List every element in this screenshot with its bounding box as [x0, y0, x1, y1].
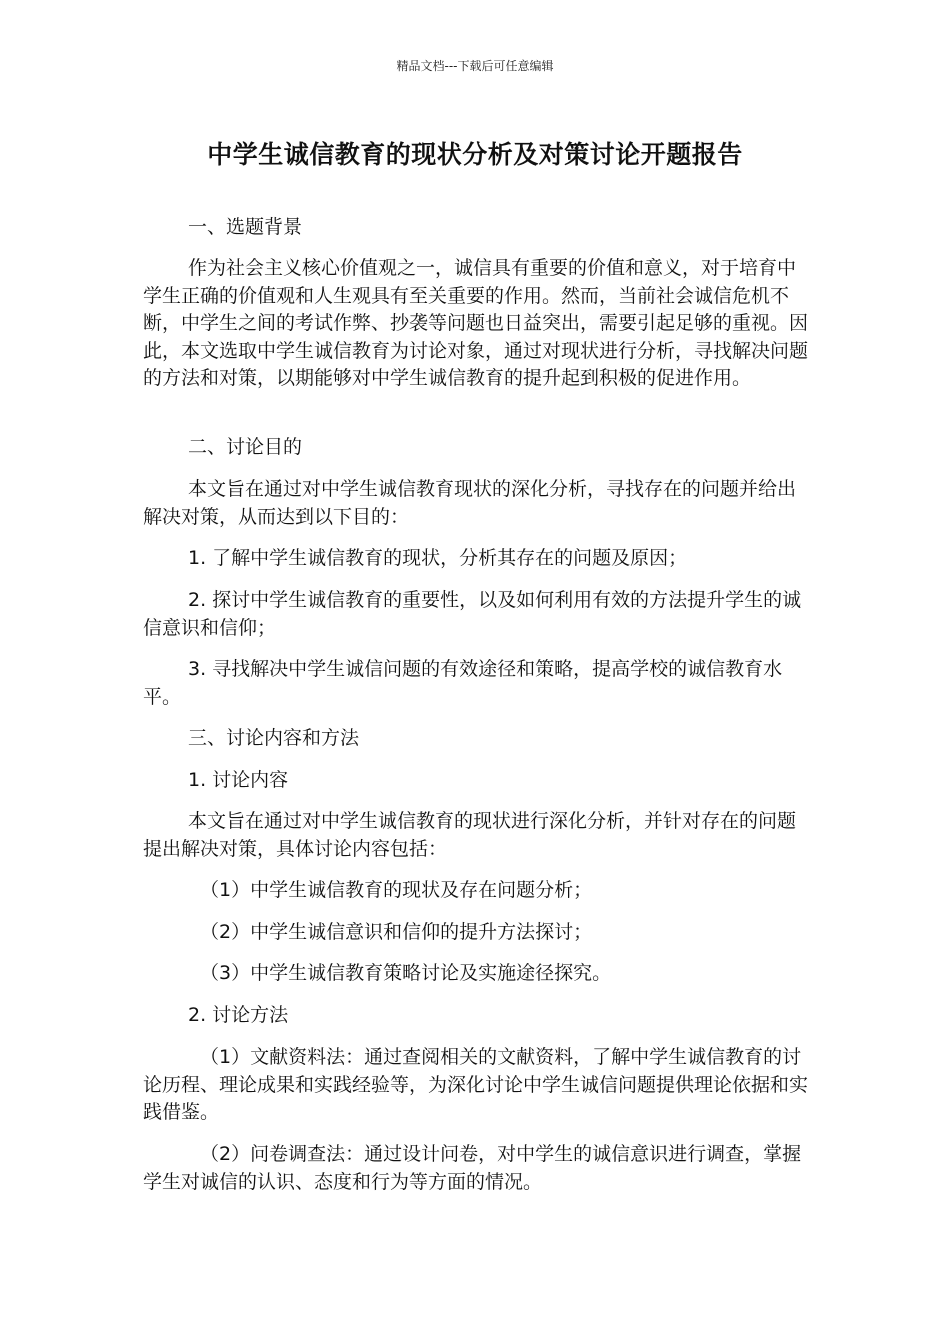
document-title: 中学生诚信教育的现状分析及对策讨论开题报告: [207, 140, 743, 169]
purpose-item-3: 3. 寻找解决中学生诚信问题的有效途径和策略，提高学校的诚信教育水平。: [143, 658, 783, 708]
paragraph-purpose-intro: 本文旨在通过对中学生诚信教育现状的深化分析，寻找存在的问题并给出解决对策，从而达到以下目的：: [143, 478, 797, 528]
subheading-content: 1. 讨论内容: [188, 769, 289, 791]
method-item-1: （1）文献资料法：通过查阅相关的文献资料，了解中学生诚信教育的讨论历程、理论成果和实践经验等，为深化讨论中学生诚信问题提供理论依据和实践借鉴。: [143, 1046, 809, 1123]
paragraph-background: 作为社会主义核心价值观之一，诚信具有重要的价值和意义，对于培育中学生正确的价值观和人生观具有至关重要的作用。然而，当前社会诚信危机不断，中学生之间的考试作弊、抄袭等问题也日益突出，需要引起足够的重视。因此，本文选取中学生诚信教育为讨论对象，通过对现状进行分析，寻找解决问题的方法和对策，以期能够对中学生诚信教育的提升起到积极的促进作用。: [143, 257, 809, 389]
header-note: 精品文档---下载后可任意编辑: [396, 59, 554, 73]
content-item-3: （3）中学生诚信教育策略讨论及实施途径探究。: [200, 962, 612, 984]
purpose-item-1: 1. 了解中学生诚信教育的现状，分析其存在的问题及原因；: [188, 547, 688, 569]
method-item-2: （2）问卷调查法：通过设计问卷，对中学生的诚信意识进行调查，掌握学生对诚信的认识、态度和行为等方面的情况。: [143, 1143, 802, 1193]
subheading-method: 2. 讨论方法: [188, 1004, 289, 1026]
section-heading-content-method: 三、讨论内容和方法: [188, 727, 360, 749]
section-heading-purpose: 二、讨论目的: [188, 436, 303, 458]
section-heading-background: 一、选题背景: [188, 216, 303, 238]
content-item-2: （2）中学生诚信意识和信仰的提升方法探讨；: [200, 921, 593, 943]
content-item-1: （1）中学生诚信教育的现状及存在问题分析；: [200, 879, 593, 901]
purpose-item-2: 2. 探讨中学生诚信教育的重要性，以及如何利用有效的方法提升学生的诚信意识和信仰；: [143, 589, 802, 639]
paragraph-content-intro: 本文旨在通过对中学生诚信教育的现状进行深化分析，并针对存在的问题提出解决对策，具体讨论内容包括：: [143, 810, 797, 860]
